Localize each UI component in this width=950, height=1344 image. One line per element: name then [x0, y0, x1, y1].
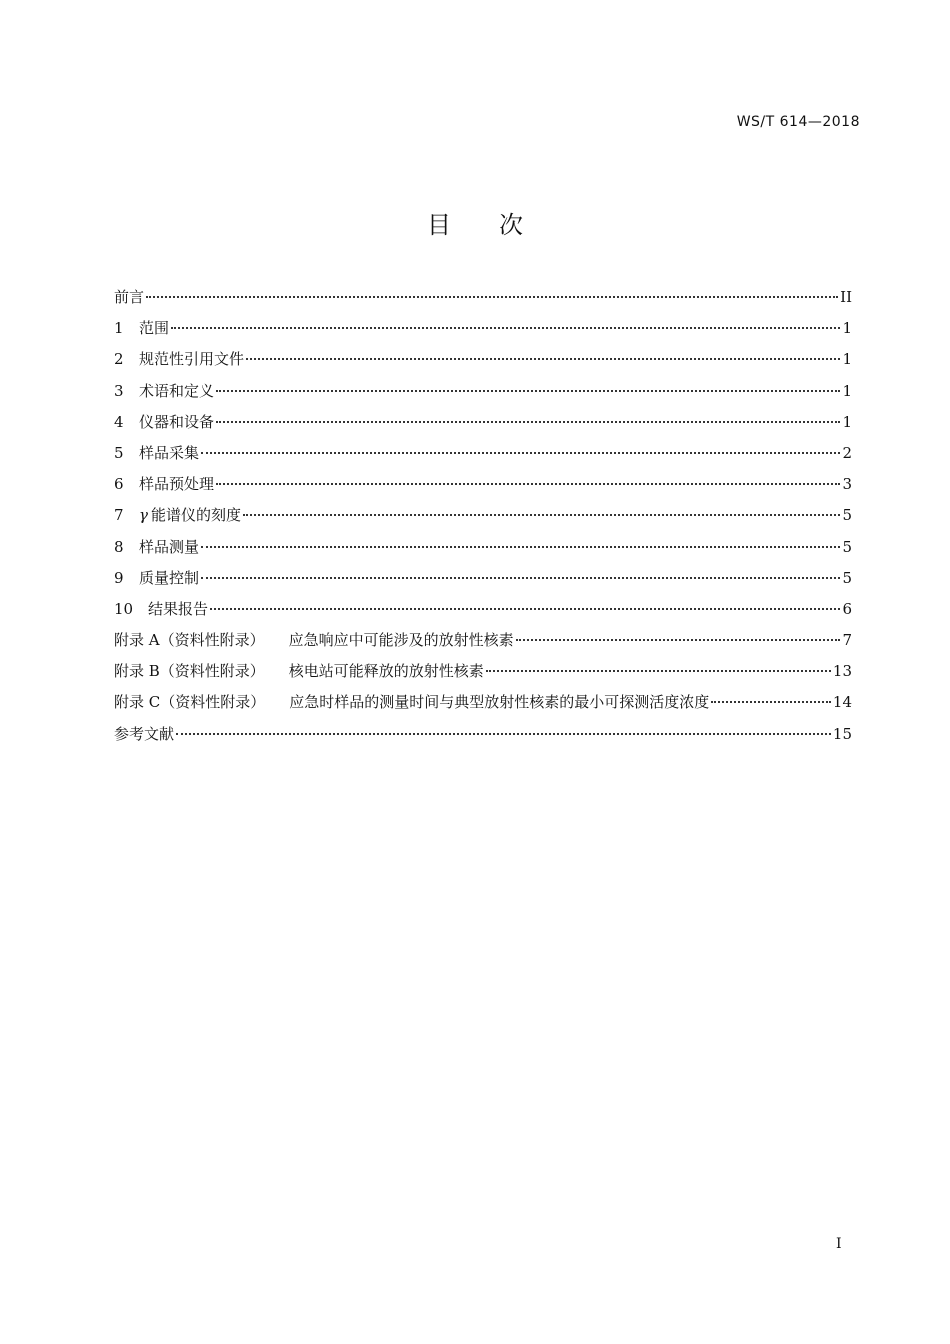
- toc-page-number: 5: [842, 568, 852, 587]
- toc-page-number: 5: [842, 506, 852, 525]
- toc-leader: [146, 282, 838, 298]
- toc-entry-annex-a[interactable]: [114, 628, 852, 659]
- toc-page-number: 1: [842, 350, 852, 369]
- toc-section-number: 8: [114, 537, 124, 556]
- toc-page-number: 1: [842, 412, 852, 431]
- toc-section-number: 9: [114, 568, 124, 587]
- toc-page-number: 1: [842, 381, 852, 400]
- gamma-symbol: γ: [139, 506, 148, 525]
- toc-page-number: 5: [842, 537, 852, 556]
- toc-leader: [216, 469, 840, 485]
- toc-page-number: 3: [842, 475, 852, 494]
- toc-label: 参考文献: [114, 724, 175, 743]
- toc-leader: [711, 687, 831, 703]
- toc-page-number: 15: [832, 724, 852, 743]
- toc-section-number: 3: [114, 381, 124, 400]
- toc-label: [114, 659, 484, 684]
- toc-entry-references[interactable]: [114, 722, 852, 753]
- toc-entry-foreword[interactable]: [114, 285, 852, 316]
- toc-entry-10[interactable]: [114, 597, 852, 628]
- annex-designation: 附录 C（资料性附录）: [114, 693, 266, 712]
- toc-section-number: 4: [114, 412, 124, 431]
- toc-leader: [216, 407, 840, 423]
- toc-entry-9[interactable]: [114, 566, 852, 597]
- toc-leader: [201, 563, 840, 579]
- toc-section-number: 2: [114, 350, 124, 369]
- toc-leader: [486, 656, 831, 672]
- toc-leader: [171, 313, 840, 329]
- toc-page-number: 6: [842, 599, 852, 618]
- toc-label: 术语和定义: [139, 381, 215, 400]
- standard-code: WS/T 614—2018: [736, 114, 860, 130]
- page-title: 目次: [427, 211, 571, 239]
- annex-title: 核电站可能释放的放射性核素: [288, 662, 484, 681]
- table-of-contents: [114, 285, 852, 753]
- annex-designation: 附录 B（资料性附录）: [114, 662, 265, 681]
- toc-entry-annex-c[interactable]: [114, 690, 852, 721]
- toc-leader: [243, 500, 840, 516]
- toc-leader: [216, 376, 840, 392]
- toc-section-number: 7: [114, 506, 124, 525]
- toc-leader: [246, 344, 840, 360]
- toc-label: [139, 503, 241, 528]
- toc-label-text: 能谱仪的刻度: [150, 506, 241, 525]
- toc-label: 质量控制: [139, 568, 200, 587]
- toc-page-number: II: [840, 288, 852, 306]
- toc-label: 样品测量: [139, 537, 200, 556]
- toc-label: 范围: [139, 319, 170, 338]
- annex-title: 应急响应中可能涉及的放射性核素: [288, 631, 514, 650]
- page-number: I: [836, 1236, 842, 1252]
- toc-label: 前言: [114, 288, 145, 306]
- toc-leader: [516, 625, 841, 641]
- toc-section-number: 10: [114, 599, 134, 618]
- toc-leader: [201, 532, 840, 548]
- toc-leader: [201, 438, 840, 454]
- toc-entry-3[interactable]: [114, 379, 852, 410]
- toc-leader: [210, 594, 840, 610]
- toc-entry-8[interactable]: [114, 535, 852, 566]
- toc-leader: [176, 719, 831, 735]
- annex-title: 应急时样品的测量时间与典型放射性核素的最小可探测活度浓度: [289, 693, 710, 712]
- toc-entry-6[interactable]: [114, 472, 852, 503]
- toc-entry-annex-b[interactable]: [114, 659, 852, 690]
- annex-designation: 附录 A（资料性附录）: [114, 631, 265, 650]
- toc-entry-1[interactable]: [114, 316, 852, 347]
- toc-section-number: 5: [114, 443, 124, 462]
- toc-section-number: 6: [114, 475, 124, 494]
- toc-page-number: 2: [842, 443, 852, 462]
- toc-entry-2[interactable]: [114, 347, 852, 378]
- toc-page-number: 14: [832, 693, 852, 712]
- toc-label: [114, 690, 709, 715]
- toc-label: [114, 628, 514, 653]
- toc-label: 规范性引用文件: [139, 350, 245, 369]
- toc-entry-4[interactable]: [114, 410, 852, 441]
- toc-section-number: 1: [114, 319, 124, 338]
- toc-page-number: 1: [842, 319, 852, 338]
- toc-label: 仪器和设备: [139, 412, 215, 431]
- toc-label: 样品采集: [139, 443, 200, 462]
- toc-label: 样品预处理: [139, 475, 215, 494]
- toc-label: 结果报告: [148, 599, 209, 618]
- toc-entry-7[interactable]: [114, 503, 852, 534]
- toc-page-number: 13: [832, 662, 852, 681]
- toc-page-number: 7: [842, 631, 852, 650]
- toc-entry-5[interactable]: [114, 441, 852, 472]
